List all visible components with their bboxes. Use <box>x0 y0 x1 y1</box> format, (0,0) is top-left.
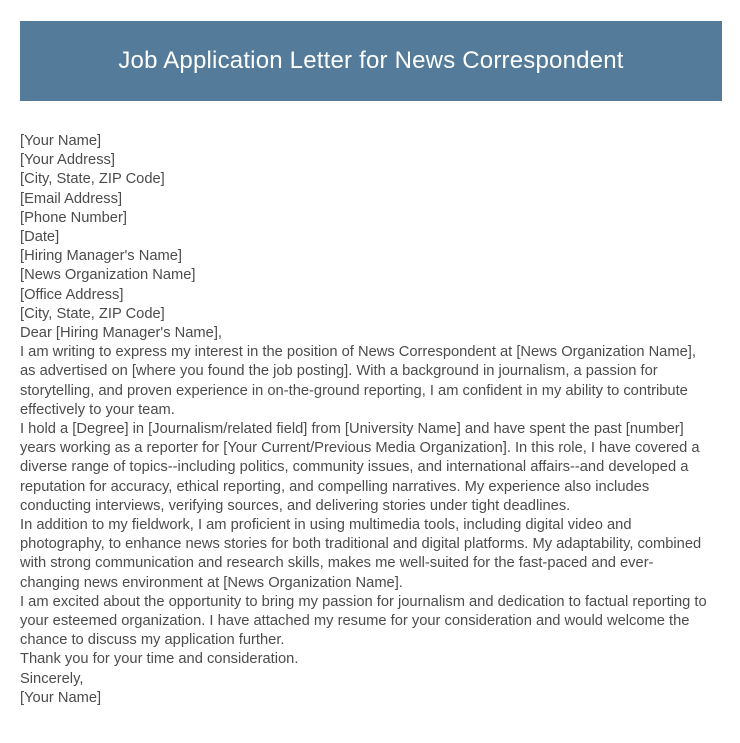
sender-address-block <box>20 132 712 247</box>
letter-body <box>20 132 712 708</box>
recipient-line-organization: [News Organization Name] <box>20 267 196 284</box>
signature-line: [Your Name] <box>20 689 102 706</box>
sender-line-city-state-zip: [City, State, ZIP Code] <box>20 171 165 188</box>
page-title: Job Application Letter for News Correspondent <box>118 47 624 74</box>
body-paragraph-3: In addition to my fieldwork, I am proficient in using multimedia tools, including digital video and photography, to enhance news stories for both traditional and digital platforms. My adaptability, combined with strong communication and research skills, makes me well-suited for the fast-paced and ever-changing news environment at [News Organization Name]. <box>20 517 702 591</box>
recipient-line-office-address: [Office Address] <box>20 286 124 303</box>
sender-line-date: [Date] <box>20 229 60 246</box>
body-paragraph-1: I am writing to express my interest in the position of News Correspondent at [News Organization Name], as advertised on [where you found the job posting]. With a background in journalism, a passion for storytelling, and proven experience in on-the-ground reporting, I am confident in my ability to contribute effectively to your team. <box>20 344 696 418</box>
recipient-line-city-state-zip: [City, State, ZIP Code] <box>20 305 165 322</box>
document-header-banner <box>20 21 722 101</box>
sender-line-phone: [Phone Number] <box>20 209 127 226</box>
body-paragraph-2: I hold a [Degree] in [Journalism/related field] from [University Name] and have spent the past [number] years working as a reporter for [Your Current/Previous Media Organization]. In this role, I have covered a diverse range of topics--including politics, community issues, and international affairs--and developed a reputation for accuracy, ethical reporting, and compelling narratives. My experience also includes conducting interviews, verifying sources, and delivering stories under tight deadlines. <box>20 421 700 514</box>
thank-you-line: Thank you for your time and consideration. <box>20 651 299 668</box>
recipient-address-block <box>20 247 712 324</box>
closing-line: Sincerely, <box>20 670 84 687</box>
sender-line-address: [Your Address] <box>20 152 115 169</box>
sender-line-name: [Your Name] <box>20 133 102 149</box>
recipient-line-manager-name: [Hiring Manager's Name] <box>20 248 182 265</box>
body-paragraph-4: I am excited about the opportunity to bring my passion for journalism and dedication to factual reporting to your esteemed organization. I have attached my resume for your consideration and would welcome the chance to discuss my application further. <box>20 593 707 649</box>
salutation: Dear [Hiring Manager's Name], <box>20 325 222 342</box>
sender-line-email: [Email Address] <box>20 190 123 207</box>
